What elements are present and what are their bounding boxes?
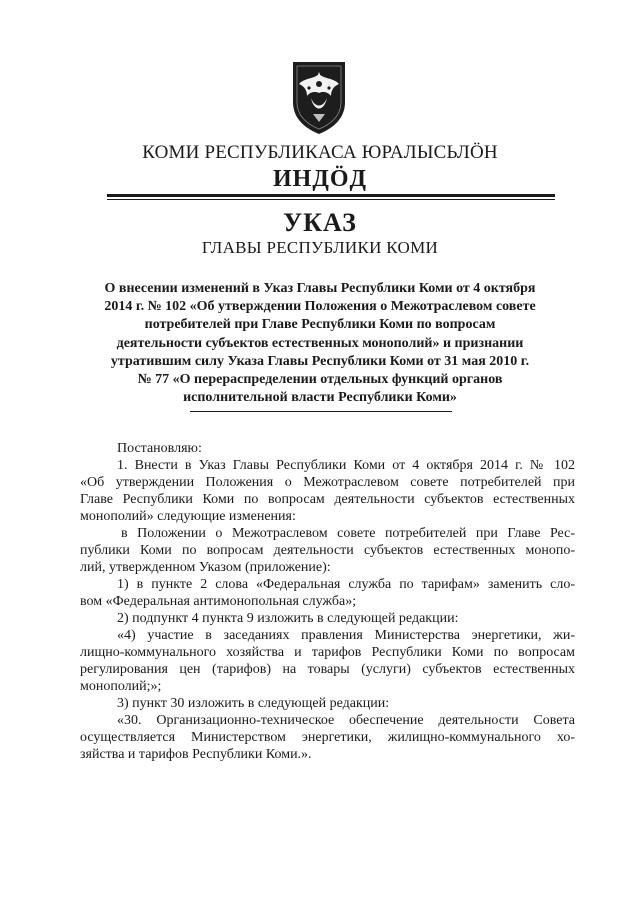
title-underline [190,411,452,412]
body-line: «4) участие в заседаниях правления Министерства энергетики, жи- [117,628,575,643]
body-line: 2) подпункт 4 пункта 9 изложить в следующей редакции: [117,611,459,626]
body-line: осуществляется Министерством энергетики, жилищно-коммунального хо- [80,730,575,745]
body-line: «30. Организационно-техническое обеспечение деятельности Совета [117,713,575,728]
body-line: вом «Федеральная антимонопольная служба»; [80,594,357,609]
header-divider-thick [107,194,555,197]
decree-issuer: ГЛАВЫ РЕСПУБЛИКИ КОМИ [201,238,439,257]
title-line: утратившим силу Указа Главы Республики Коми от 31 мая 2010 г. [110,353,530,369]
body-line: лий, утвержденном Указом (приложение): [80,560,331,575]
body-line: 3) пункт 30 изложить в следующей редакции: [117,696,390,711]
header-divider-thin [107,199,555,200]
body-line: лищно-коммунального хозяйства и тарифов Республики Коми по вопросам [80,645,575,660]
title-line: деятельности субъектов естественных монополий» и признании [116,335,524,351]
decree-subject-title [70,280,570,407]
body-line: в Положении о Межотраслевом совете потребителей при Главе Рес- [121,526,575,541]
body-line: 1. Внести в Указ Главы Республики Коми от 4 октября 2014 г. № 102 [117,458,575,473]
body-line: Постановляю: [117,441,202,456]
title-line: О внесении изменений в Указ Главы Республики Коми от 4 октября [104,281,536,296]
decree-label-komi: ИНДÖД [272,166,368,192]
body-line: 1) в пункте 2 слова «Федеральная служба по тарифам» заменить сло- [117,577,575,592]
title-line: № 77 «О перераспределении отдельных функций органов [137,372,503,388]
body-line: зяйства и тарифов Республики Коми.». [80,747,312,762]
title-line: исполнительной власти Республики Коми» [183,390,457,406]
title-line: 2014 г. № 102 «Об утверждении Положения о Межотраслевом совете [104,299,536,315]
body-line: публики Коми по вопросам деятельности субъектов естественных монопо- [80,543,575,558]
body-line: «Об утверждении Положения о Межотраслевом совете потребителей при [80,475,575,490]
body-line: монополий» следующие изменения: [80,509,296,524]
body-line: Главе Республики Коми по вопросам деятельности субъектов естественных [80,492,575,507]
decree-title: УКАЗ [283,208,357,237]
body-line: регулирования цен (тарифов) на товары (услуги) субъектов естественных [80,662,575,677]
body-line: монополий;»; [80,679,162,694]
komi-coat-of-arms-icon [289,56,349,136]
republic-name-komi: КОМИ РЕСПУБЛИКАСА ЮРАЛЫСЬЛÖН [142,142,498,163]
title-line: потребителей при Главе Республики Коми по вопросам [144,317,496,333]
